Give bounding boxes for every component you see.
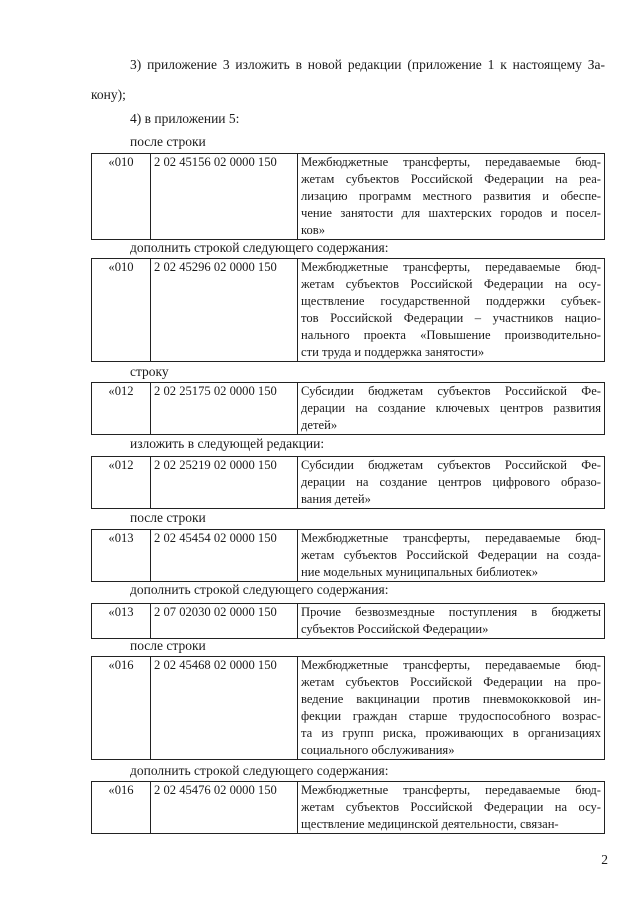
- add-row-label-1: дополнить строкой следующего содержания:: [130, 240, 389, 255]
- description-line: тов Российской Федерации – участников нацио-: [301, 311, 601, 325]
- set-as-label: изложить в следующей редакции:: [130, 436, 325, 451]
- description-line: Межбюджетные трансферты, передаваемые бюд-: [301, 155, 601, 169]
- description-line: сти труда и поддержка занятости»: [301, 345, 485, 359]
- add-row-label-3: дополнить строкой следующего содержания:: [130, 763, 389, 778]
- description-line: Прочие безвозмездные поступления в бюджеты: [301, 605, 601, 619]
- code-cell: «012: [92, 383, 151, 435]
- paragraph-3-line-1: 3) приложение 3 изложить в новой редакции (приложение 1 к настоящему За-: [130, 57, 605, 72]
- description-line: жетам субъектов Российской Федерации на созда-: [301, 548, 601, 562]
- table-row-8: [91, 781, 605, 834]
- code-cell: «012: [92, 457, 151, 509]
- description-cell: [298, 383, 605, 435]
- description-line: чение занятости для шахтерских городов и посел-: [301, 206, 601, 220]
- description-line: жетам субъектов Российской Федерации на про-: [301, 675, 601, 689]
- description-cell: [298, 657, 605, 760]
- paragraph-4: 4) в приложении 5:: [130, 111, 240, 126]
- code-cell: «016: [92, 657, 151, 760]
- description-line: субъектов Российской Федерации»: [301, 622, 489, 636]
- kbk-cell: 2 02 45468 02 0000 150: [151, 657, 298, 760]
- kbk-cell: 2 02 25175 02 0000 150: [151, 383, 298, 435]
- description-cell: [298, 457, 605, 509]
- description-line: нального проекта «Повышение производительно-: [301, 328, 601, 342]
- description-line: Субсидии бюджетам субъектов Российской Фе-: [301, 384, 601, 398]
- add-row-label-2: дополнить строкой следующего содержания:: [130, 582, 389, 597]
- code-cell: «010: [92, 259, 151, 362]
- code-cell: «010: [92, 154, 151, 240]
- description-line: детей»: [301, 418, 338, 432]
- after-row-label-1: после строки: [130, 134, 206, 149]
- description-line: ков»: [301, 223, 326, 237]
- description-cell: [298, 154, 605, 240]
- description-line: ведение вакцинации против пневмококковой ин-: [301, 692, 601, 706]
- description-line: дерации на создание ключевых центров развития: [301, 401, 601, 415]
- table-row-5: [91, 529, 605, 582]
- table-row-2: [91, 258, 605, 362]
- description-line: Межбюджетные трансферты, передаваемые бюд-: [301, 260, 601, 274]
- table-row-6: [91, 603, 605, 639]
- table-row-7: [91, 656, 605, 760]
- code-cell: «013: [92, 530, 151, 582]
- description-line: жетам субъектов Российской Федерации на реа-: [301, 172, 601, 186]
- code-cell: «013: [92, 604, 151, 639]
- after-row-label-2: после строки: [130, 510, 206, 525]
- description-line: вания детей»: [301, 492, 371, 506]
- description-line: фекции граждан старше трудоспособного возрас-: [301, 709, 601, 723]
- kbk-cell: 2 02 45454 02 0000 150: [151, 530, 298, 582]
- page-number: 2: [601, 852, 608, 867]
- paragraph-3-line-2: кону);: [91, 87, 126, 102]
- description-line: ние модельных муниципальных библиотек»: [301, 565, 539, 579]
- description-cell: [298, 259, 605, 362]
- kbk-cell: 2 02 45156 02 0000 150: [151, 154, 298, 240]
- table-row-4: [91, 456, 605, 509]
- description-line: дерации на создание центров цифрового образо-: [301, 475, 601, 489]
- kbk-cell: 2 02 45476 02 0000 150: [151, 782, 298, 834]
- description-line: Межбюджетные трансферты, передаваемые бюд-: [301, 658, 601, 672]
- description-cell: [298, 604, 605, 639]
- description-line: жетам субъектов Российской Федерации на осу-: [301, 277, 601, 291]
- description-cell: [298, 782, 605, 834]
- description-line: Межбюджетные трансферты, передаваемые бюд-: [301, 783, 601, 797]
- table-row-3: [91, 382, 605, 435]
- description-line: жетам субъектов Российской Федерации на осу-: [301, 800, 601, 814]
- description-line: ществление медицинской деятельности, связан-: [301, 817, 559, 831]
- table-row-1: [91, 153, 605, 240]
- code-cell: «016: [92, 782, 151, 834]
- description-line: лизацию программ местного развития и обеспе-: [301, 189, 601, 203]
- row-word-label: строку: [130, 364, 169, 379]
- description-cell: [298, 530, 605, 582]
- kbk-cell: 2 07 02030 02 0000 150: [151, 604, 298, 639]
- description-line: Субсидии бюджетам субъектов Российской Фе-: [301, 458, 601, 472]
- description-line: Межбюджетные трансферты, передаваемые бюд-: [301, 531, 601, 545]
- description-line: ществление государственной поддержки субъек-: [301, 294, 601, 308]
- after-row-label-3: после строки: [130, 638, 206, 653]
- kbk-cell: 2 02 25219 02 0000 150: [151, 457, 298, 509]
- description-line: та из групп риска, проживающих в организациях: [301, 726, 601, 740]
- kbk-cell: 2 02 45296 02 0000 150: [151, 259, 298, 362]
- description-line: социального обслуживания»: [301, 743, 455, 757]
